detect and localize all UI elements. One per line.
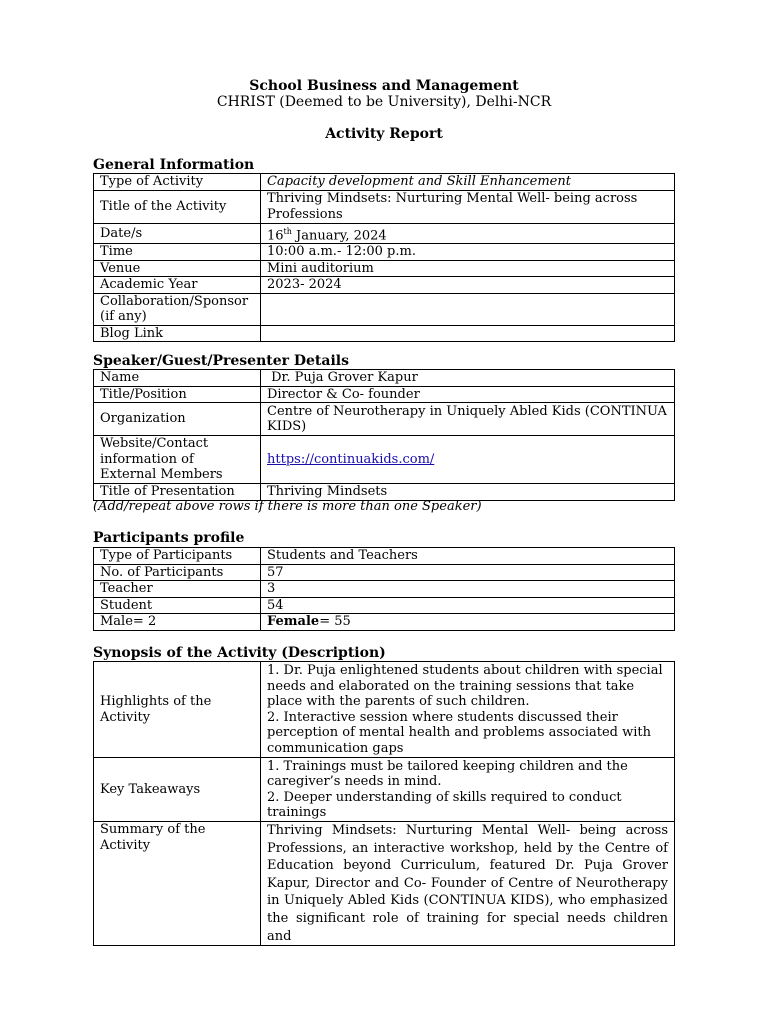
activity-title-value: Thriving Mindsets: Nurturing Mental Well- being across Professions	[261, 190, 675, 223]
table-row	[94, 597, 675, 614]
female-count	[261, 614, 675, 631]
table-row	[94, 386, 675, 403]
male-count: Male= 2	[94, 614, 261, 631]
table-row	[94, 822, 675, 946]
table-row	[94, 484, 675, 501]
row-label: Type of Activity	[94, 174, 261, 191]
speaker-heading: Speaker/Guest/Presenter Details	[93, 353, 349, 369]
website-link[interactable]: https://continuakids.com/	[267, 451, 435, 467]
row-label: Blog Link	[94, 325, 261, 342]
synopsis-heading: Synopsis of the Activity (Description)	[93, 645, 386, 661]
row-label: Venue	[94, 260, 261, 277]
row-label: Date/s	[94, 223, 261, 244]
row-label: Title of Presentation	[94, 484, 261, 501]
table-row	[94, 403, 675, 436]
table-row	[94, 293, 675, 325]
row-label: Collaboration/Sponsor (if any)	[94, 293, 261, 325]
student-count-value: 54	[261, 597, 675, 614]
row-label: Title/Position	[94, 386, 261, 403]
presentation-title-value: Thriving Mindsets	[261, 484, 675, 501]
row-label: Name	[94, 370, 261, 387]
teacher-count-value: 3	[261, 581, 675, 598]
table-row	[94, 325, 675, 342]
takeaways-cell	[261, 758, 675, 822]
table-row	[94, 436, 675, 484]
table-row	[94, 260, 675, 277]
venue-value: Mini auditorium	[261, 260, 675, 277]
synopsis-table	[93, 661, 675, 946]
row-label: Organization	[94, 403, 261, 436]
collaboration-value	[261, 293, 675, 325]
table-row	[94, 244, 675, 261]
report-title: Activity Report	[325, 126, 443, 142]
school-name: School Business and Management	[249, 78, 519, 94]
row-label: Time	[94, 244, 261, 261]
table-row	[94, 662, 675, 758]
general-info-heading: General Information	[93, 157, 255, 173]
table-row	[94, 223, 675, 244]
date-value	[261, 223, 675, 244]
speaker-table	[93, 369, 675, 501]
row-label: Student	[94, 597, 261, 614]
speaker-name-value: Dr. Puja Grover Kapur	[261, 370, 675, 387]
highlight-item: 1. Dr. Puja enlightened students about children with special needs and elaborated on the training sessions that take place with the parents of such children.	[267, 663, 663, 709]
time-value: 10:00 a.m.- 12:00 p.m.	[261, 244, 675, 261]
row-label: Key Takeaways	[94, 758, 261, 822]
table-row	[94, 581, 675, 598]
table-row	[94, 548, 675, 565]
table-row	[94, 370, 675, 387]
female-label: Female	[267, 614, 320, 629]
table-row	[94, 190, 675, 223]
website-cell	[261, 436, 675, 484]
row-label: No. of Participants	[94, 564, 261, 581]
table-row	[94, 564, 675, 581]
speaker-note: (Add/repeat above rows if there is more than one Speaker)	[93, 499, 482, 514]
date-rest: January, 2024	[291, 227, 387, 243]
participant-type-value: Students and Teachers	[261, 548, 675, 565]
row-label: Summary of the Activity	[94, 822, 261, 946]
table-row	[94, 758, 675, 822]
row-label: Website/Contact information of External Members	[94, 436, 261, 484]
table-row	[94, 614, 675, 631]
table-row	[94, 277, 675, 294]
participants-heading: Participants profile	[93, 530, 245, 546]
table-row	[94, 174, 675, 191]
row-label: Highlights of the Activity	[94, 662, 261, 758]
general-info-table	[93, 173, 675, 342]
takeaway-item: 1. Trainings must be tailored keeping children and the caregiver’s needs in mind.	[267, 758, 628, 789]
activity-type-value: Capacity development and Skill Enhancement	[261, 174, 675, 191]
summary-text: Thriving Mindsets: Nurturing Mental Well- being across Professions, an interactive workshop, held by the Centre of Education beyond Curriculum, featured Dr. Puja Grover Kapur, Director and Co- Founder of Centre of Neurotherapy in Uniquely Abled Kids (CONTINUA KIDS), who emphasized the significant role of training for special needs children and	[261, 822, 675, 946]
participants-table	[93, 547, 675, 631]
speaker-position-value: Director & Co- founder	[261, 386, 675, 403]
date-suffix: th	[283, 226, 292, 236]
row-label: Type of Participants	[94, 548, 261, 565]
female-value: = 55	[319, 614, 351, 629]
row-label: Title of the Activity	[94, 190, 261, 223]
takeaway-item: 2. Deeper understanding of skills required to conduct trainings	[267, 789, 622, 820]
date-day: 16	[267, 227, 284, 243]
university-name: CHRIST (Deemed to be University), Delhi-NCR	[216, 94, 552, 110]
highlights-cell	[261, 662, 675, 758]
highlight-item: 2. Interactive session where students discussed their perception of mental health and problems associated with communication gaps	[267, 709, 651, 756]
row-label: Teacher	[94, 581, 261, 598]
participant-count-value: 57	[261, 564, 675, 581]
blog-link-value	[261, 325, 675, 342]
organization-value: Centre of Neurotherapy in Uniquely Abled Kids (CONTINUA KIDS)	[261, 403, 675, 436]
academic-year-value: 2023- 2024	[261, 277, 675, 294]
row-label: Academic Year	[94, 277, 261, 294]
